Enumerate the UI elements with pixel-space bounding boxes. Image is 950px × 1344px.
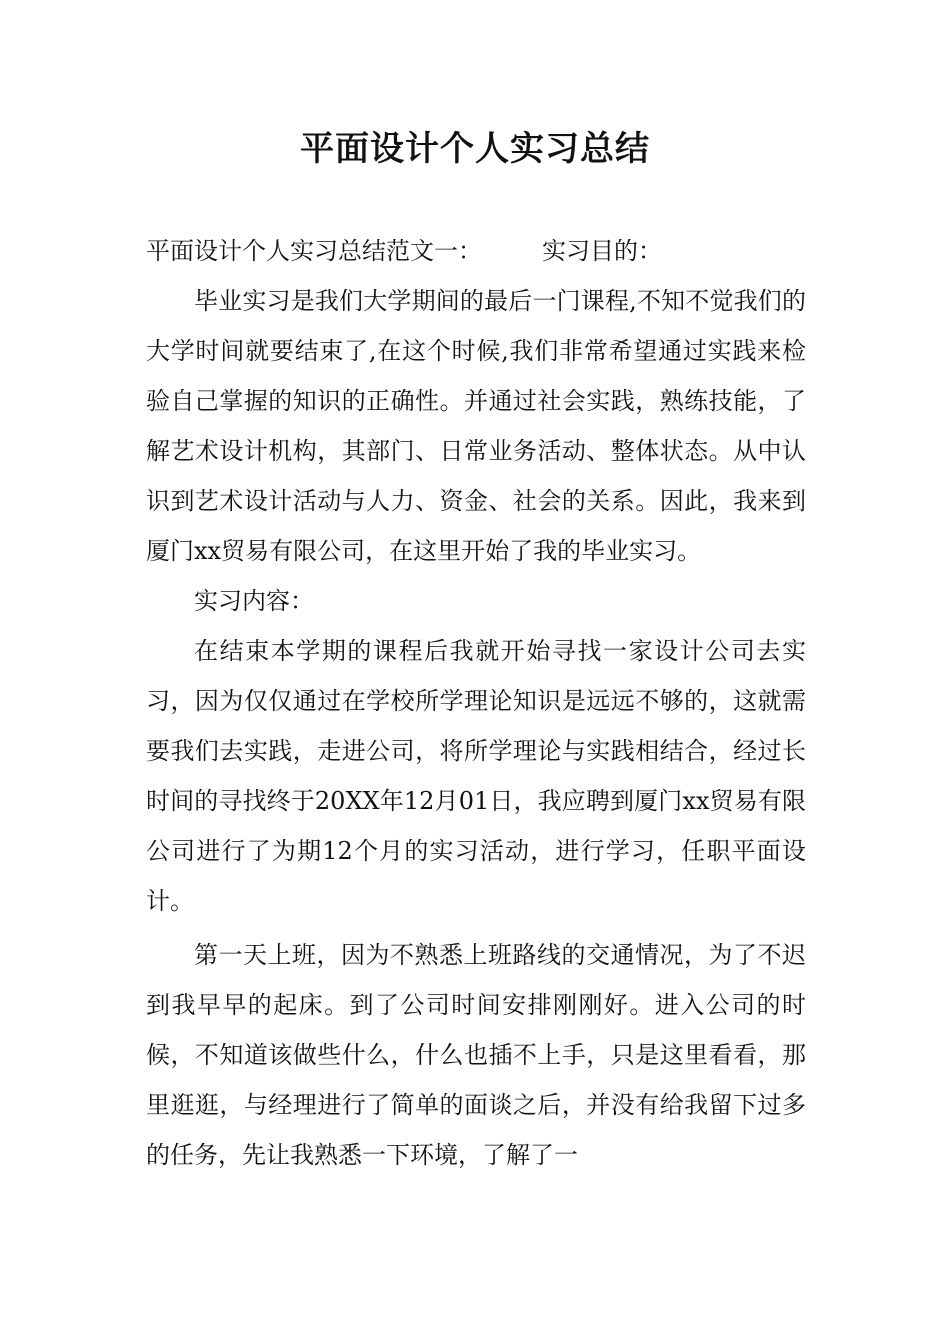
paragraph-purpose: 毕业实习是我们大学期间的最后一门课程,不知不觉我们的大学时间就要结束了,在这个时候,我们非常希望通过实践来检验自己掌握的知识的正确性。并通过社会实践，熟练技能，了解艺术设计机构，其部门、日常业务活动、整体状态。从中认识到艺术设计活动与人力、资金、社会的关系。因此，我来到厦门xx贸易有限公司，在这里开始了我的毕业实习。	[146, 287, 806, 565]
intro-left: 平面设计个人实习总结范文一：	[146, 237, 482, 265]
document-body	[146, 226, 806, 1180]
paragraph-content: 在结束本学期的课程后我就开始寻找一家设计公司去实习，因为仅仅通过在学校所学理论知识是远远不够的，这就需要我们去实践，走进公司，将所学理论与实践相结合，经过长时间的寻找终于20XX年12月01日，我应聘到厦门xx贸易有限公司进行了为期12个月的实习活动，进行学习，任职平面设计。	[146, 637, 806, 915]
intro-right: 实习目的：	[542, 237, 662, 265]
intro-line	[146, 226, 806, 276]
document-title: 平面设计个人实习总结	[300, 129, 650, 169]
paragraph-first-day: 第一天上班，因为不熟悉上班路线的交通情况，为了不迟到我早早的起床。到了公司时间安排刚刚好。进入公司的时候，不知道该做些什么，什么也插不上手，只是这里看看，那里逛逛，与经理进行了简单的面谈之后，并没有给我留下过多的任务，先让我熟悉一下环境，了解了一	[146, 941, 806, 1169]
heading-content: 实习内容：	[194, 587, 314, 615]
